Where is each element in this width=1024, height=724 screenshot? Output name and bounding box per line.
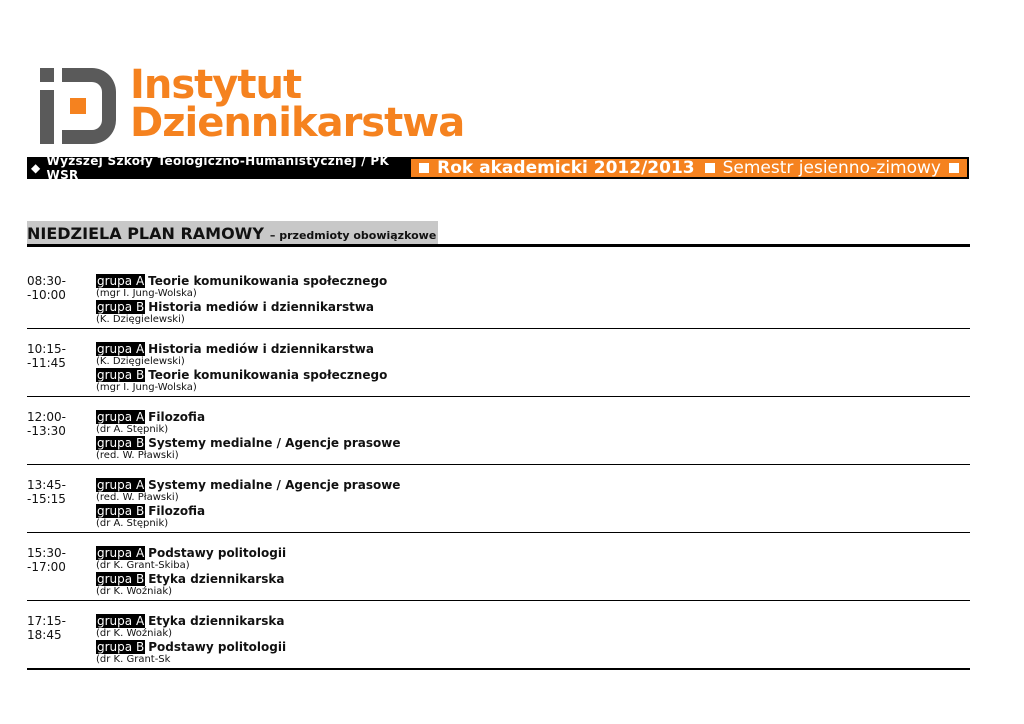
- time-slot: [27, 546, 87, 574]
- logo-line-2: Dziennikarstwa: [130, 100, 465, 146]
- subject: Systemy medialne / Agencje prasowe: [148, 436, 401, 450]
- header-banner: [27, 154, 969, 182]
- group-badge: grupa B: [97, 436, 145, 450]
- schedule-row: [27, 614, 970, 670]
- class-entry: [96, 504, 400, 530]
- group-badge: grupa B: [97, 504, 145, 518]
- class-entry: [96, 300, 387, 326]
- subject: Etyka dziennikarska: [148, 572, 285, 586]
- teacher: (K. Dzięgielewski): [96, 314, 185, 325]
- time-slot: [27, 614, 87, 642]
- time-start: 08:30-: [27, 274, 66, 288]
- schedule-row: [27, 342, 970, 397]
- time-end: -13:30: [27, 424, 66, 438]
- time-slot: [27, 478, 87, 506]
- subject: Filozofia: [148, 410, 206, 424]
- school-name: Wyższej Szkoły Teologiczno-Humanistycznej / PK WSR: [46, 154, 390, 182]
- subject: Historia mediów i dziennikarstwa: [148, 342, 374, 356]
- teacher: (K. Dzięgielewski): [96, 356, 185, 367]
- teacher: (dr K. Woźniak): [96, 586, 173, 597]
- class-entry: [96, 572, 286, 598]
- schedule-row: [27, 274, 970, 329]
- group-badge: grupa B: [97, 572, 145, 586]
- time-start: 17:15-: [27, 614, 66, 628]
- institute-logo-icon: [40, 68, 116, 144]
- teacher: (dr A. Stępnik): [96, 424, 169, 435]
- time-end: -11:45: [27, 356, 66, 370]
- time-slot: [27, 410, 87, 438]
- logo-wordmark: [130, 62, 465, 146]
- time-start: 10:15-: [27, 342, 66, 356]
- class-entry: [96, 368, 387, 394]
- teacher: (dr A. Stępnik): [96, 518, 169, 529]
- group-badge: grupa A: [97, 478, 145, 492]
- subject: Teorie komunikowania społecznego: [148, 274, 388, 288]
- square-bullet-icon: [949, 163, 959, 173]
- group-badge: grupa B: [97, 300, 145, 314]
- time-slot: [27, 342, 87, 370]
- subject: Podstawy politologii: [148, 546, 287, 560]
- class-entry: [96, 274, 387, 300]
- page-title-sub: – przedmioty obowiązkowe: [269, 229, 437, 242]
- group-badge: grupa A: [97, 342, 145, 356]
- square-bullet-icon: [705, 163, 715, 173]
- class-entry: [96, 546, 286, 572]
- class-entry: [96, 478, 400, 504]
- logo-line-1: Instytut: [130, 62, 302, 108]
- group-badge: grupa B: [97, 368, 145, 382]
- group-badge: grupa A: [97, 274, 145, 288]
- time-start: 13:45-: [27, 478, 66, 492]
- group-badge: grupa A: [97, 546, 145, 560]
- square-bullet-icon: [419, 163, 429, 173]
- time-slot: [27, 274, 87, 302]
- subject: Podstawy politologii: [148, 640, 287, 654]
- class-entry: [96, 640, 286, 666]
- group-badge: grupa A: [97, 410, 145, 424]
- teacher: (dr K. Grant-Sk: [96, 654, 171, 665]
- logo: [40, 62, 465, 148]
- teacher: (mgr I. Jung-Wolska): [96, 288, 197, 299]
- time-end: -10:00: [27, 288, 66, 302]
- schedule-row: [27, 478, 970, 533]
- time-end: 18:45: [27, 628, 62, 642]
- time-start: 12:00-: [27, 410, 66, 424]
- group-badge: grupa B: [97, 640, 145, 654]
- schedule-table: [27, 274, 970, 683]
- teacher: (dr K. Grant-Skiba): [96, 560, 190, 571]
- time-start: 15:30-: [27, 546, 66, 560]
- subject: Systemy medialne / Agencje prasowe: [148, 478, 401, 492]
- class-entry: [96, 614, 286, 640]
- schedule-row: [27, 410, 970, 465]
- semester-bar: [411, 157, 969, 179]
- teacher: (red. W. Pławski): [96, 450, 179, 461]
- class-entry: [96, 342, 387, 368]
- time-end: -15:15: [27, 492, 66, 506]
- school-name-bar: [27, 154, 411, 182]
- semester-name: Semestr jesienno-zimowy: [722, 158, 941, 178]
- schedule-row: [27, 546, 970, 601]
- title-divider: [27, 244, 970, 247]
- teacher: (red. W. Pławski): [96, 492, 179, 503]
- subject: Historia mediów i dziennikarstwa: [148, 300, 375, 314]
- group-badge: grupa A: [97, 614, 145, 628]
- class-entry: [96, 436, 400, 462]
- speaking-head-icon: ◆: [31, 161, 41, 175]
- subject: Teorie komunikowania społecznego: [148, 368, 388, 382]
- academic-year: Rok akademicki 2012/2013: [437, 158, 695, 178]
- teacher: (mgr I. Jung-Wolska): [96, 382, 197, 393]
- teacher: (dr K. Woźniak): [96, 628, 173, 639]
- subject: Etyka dziennikarska: [148, 614, 285, 628]
- page-title: [27, 221, 438, 244]
- page-title-main: NIEDZIELA PLAN RAMOWY: [27, 224, 264, 243]
- time-end: -17:00: [27, 560, 66, 574]
- subject: Filozofia: [148, 504, 206, 518]
- class-entry: [96, 410, 400, 436]
